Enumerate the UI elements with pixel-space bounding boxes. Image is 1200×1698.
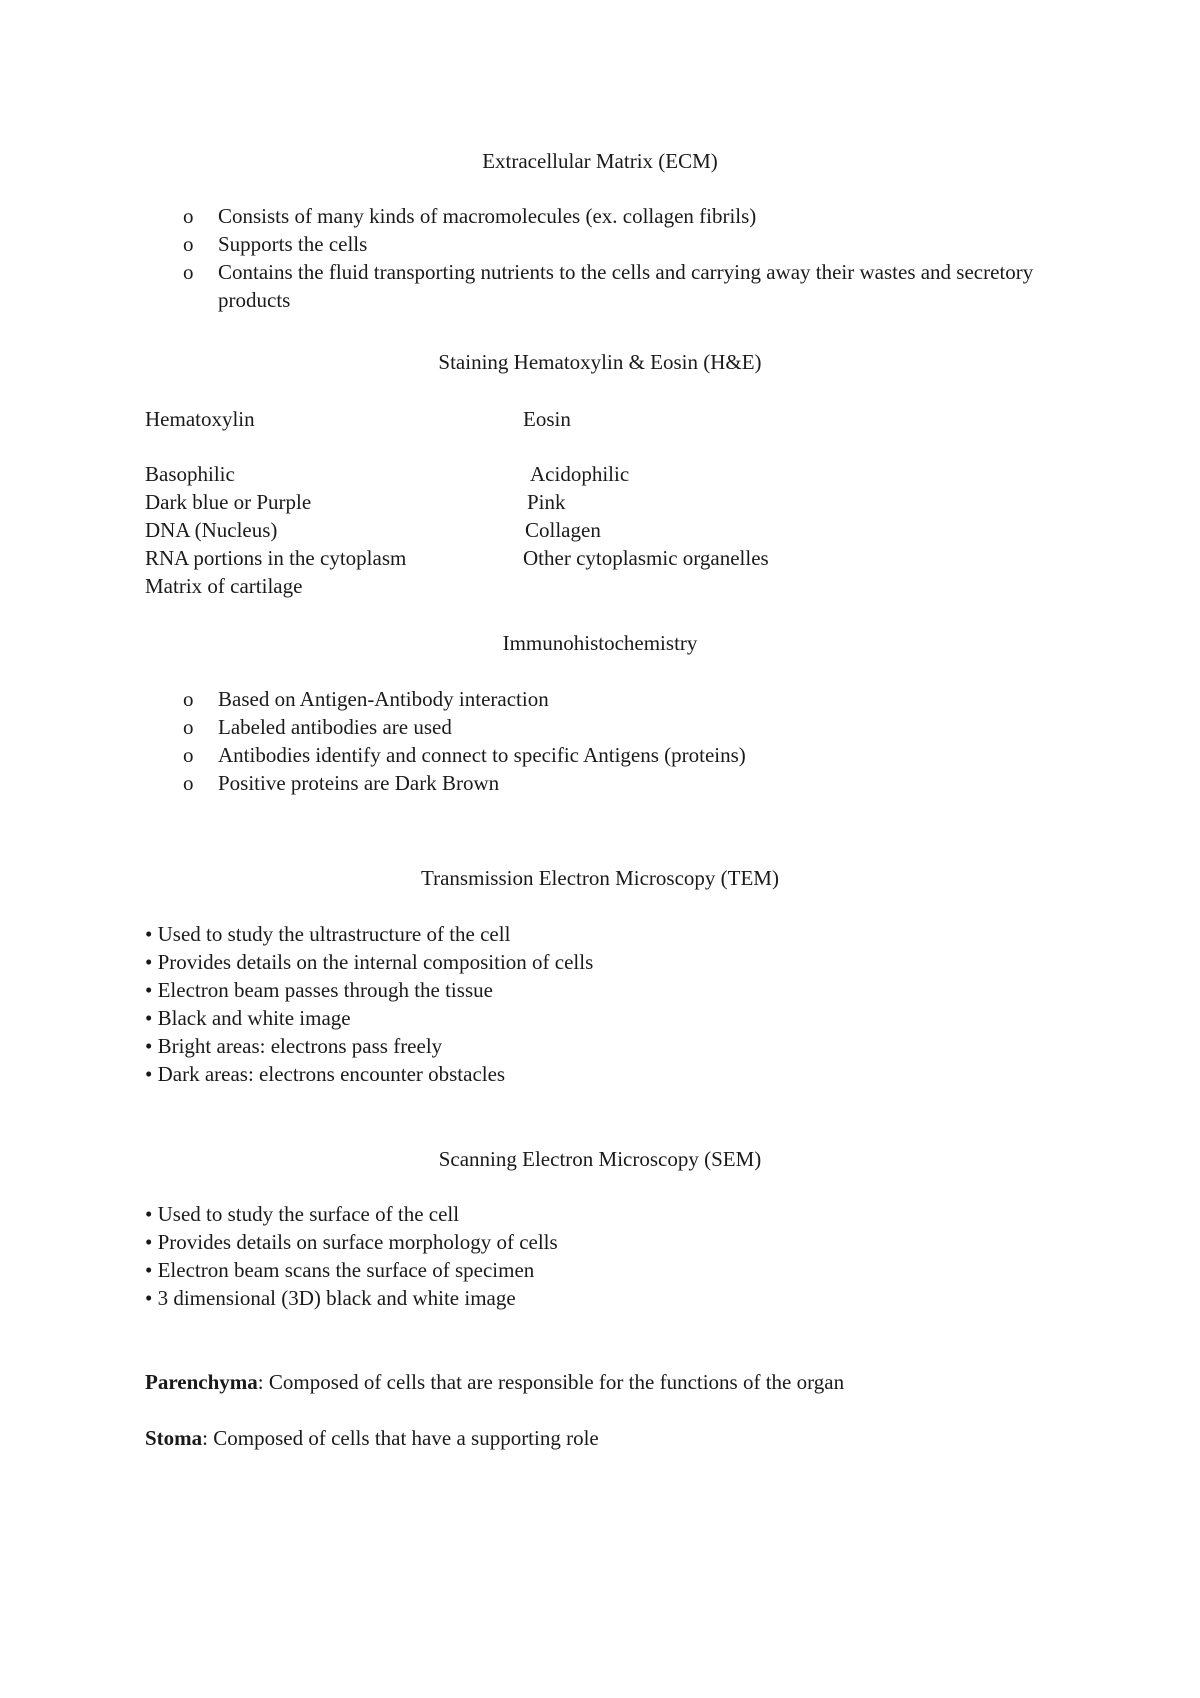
list-marker: o: [183, 204, 194, 228]
staining-row: [145, 572, 1045, 600]
eosin-item: Other cytoplasmic organelles: [523, 546, 769, 570]
list-item: • Electron beam passes through the tissue: [145, 978, 493, 1002]
eosin-item: Acidophilic: [530, 462, 630, 486]
list-item: [0, 685, 1200, 713]
list-item: • 3 dimensional (3D) black and white image: [145, 1286, 516, 1310]
sem-heading: Scanning Electron Microscopy (SEM): [438, 1147, 762, 1171]
stoma-definition: [145, 1424, 1145, 1452]
list-item: • Electron beam scans the surface of specimen: [145, 1258, 535, 1282]
immuno-heading: Immunohistochemistry: [502, 631, 698, 655]
list-item-text: Antibodies identify and connect to specific Antigens (proteins): [218, 743, 746, 767]
list-item: [0, 713, 1200, 741]
hematoxylin-header: Hematoxylin: [145, 407, 255, 431]
list-item-text: Contains the fluid transporting nutrients to the cells and carrying away their wastes and secretory products: [218, 260, 1034, 312]
list-item-text: Based on Antigen-Antibody interaction: [218, 687, 549, 711]
list-marker: o: [183, 771, 194, 795]
eosin-item: Pink: [527, 490, 566, 514]
parenchyma-term: Parenchyma: [145, 1370, 258, 1394]
hematoxylin-item: Dark blue or Purple: [145, 490, 312, 514]
list-item: [0, 769, 1200, 797]
list-marker: o: [183, 687, 194, 711]
eosin-item: Collagen: [525, 518, 601, 542]
list-marker: o: [183, 715, 194, 739]
hematoxylin-item: DNA (Nucleus): [145, 518, 278, 542]
ecm-heading: Extracellular Matrix (ECM): [482, 149, 718, 173]
list-item: • Black and white image: [145, 1006, 351, 1030]
hematoxylin-item: Basophilic: [145, 462, 235, 486]
stoma-term: Stoma: [145, 1426, 203, 1450]
tem-heading: Transmission Electron Microscopy (TEM): [421, 866, 779, 890]
list-item-text: Labeled antibodies are used: [218, 715, 452, 739]
stoma-text: : Composed of cells that have a supporting role: [202, 1426, 599, 1450]
eosin-header: Eosin: [523, 407, 571, 431]
list-item: • Provides details on the internal composition of cells: [145, 950, 594, 974]
staining-row: [145, 460, 1045, 488]
tem-list: [145, 920, 1095, 1088]
list-item: • Dark areas: electrons encounter obstacles: [145, 1062, 506, 1086]
staining-row: [145, 516, 1045, 544]
list-item: [0, 258, 1200, 314]
list-item: • Used to study the surface of the cell: [145, 1202, 460, 1226]
staining-row: [145, 544, 1045, 572]
list-item-text: Supports the cells: [218, 232, 368, 256]
list-item: • Bright areas: electrons pass freely: [145, 1034, 443, 1058]
sem-list: [145, 1200, 1095, 1312]
list-marker: o: [183, 260, 194, 284]
list-item: • Provides details on surface morphology of cells: [145, 1230, 558, 1254]
list-marker: o: [183, 232, 194, 256]
staining-row: [145, 488, 1045, 516]
list-item: [0, 741, 1200, 769]
list-marker: o: [183, 743, 194, 767]
hematoxylin-item: Matrix of cartilage: [145, 574, 303, 598]
list-item: [0, 230, 1200, 258]
parenchyma-definition: [145, 1368, 1145, 1396]
staining-table: [145, 405, 1045, 600]
list-item: • Used to study the ultrastructure of the cell: [145, 922, 511, 946]
list-item: [0, 202, 1200, 230]
staining-header-row: [145, 405, 1045, 433]
parenchyma-text: : Composed of cells that are responsible for the functions of the organ: [257, 1370, 845, 1394]
staining-heading: Staining Hematoxylin & Eosin (H&E): [438, 350, 762, 374]
list-item-text: Consists of many kinds of macromolecules (ex. collagen fibrils): [218, 204, 757, 228]
immuno-list: [0, 685, 1200, 797]
ecm-list: [0, 202, 1200, 314]
hematoxylin-item: RNA portions in the cytoplasm: [145, 546, 407, 570]
list-item-text: Positive proteins are Dark Brown: [218, 771, 500, 795]
